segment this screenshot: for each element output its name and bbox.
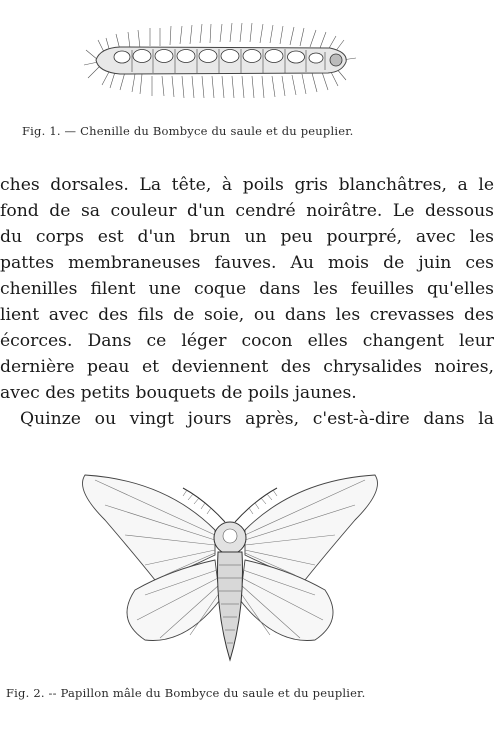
body-text xyxy=(0,172,494,432)
text-line: avec des petits bouquets de poils jaunes. xyxy=(0,383,357,403)
figure-2-caption: Fig. 2. -- Papillon mâle du Bombyce du saule et du peuplier. xyxy=(6,686,366,700)
moth-illustration xyxy=(75,460,385,670)
text-line: du corps est d'un brun un peu pourpré, avec les xyxy=(0,227,494,247)
figure-1-caption: Fig. 1. — Chenille du Bombyce du saule et du peuplier. xyxy=(22,124,354,138)
text-line: pattes membraneuses fauves. Au mois de juin ces xyxy=(0,253,494,273)
text-line: fond de sa couleur d'un cendré noirâtre. Le dessous xyxy=(0,201,494,221)
text-line: ches dorsales. La tête, à poils gris blanchâtres, a le xyxy=(0,175,494,195)
text-line: chenilles filent une coque dans les feuilles qu'elles xyxy=(0,279,494,299)
text-line: lient avec des fils de soie, ou dans les crevasses des xyxy=(0,305,494,325)
caterpillar-illustration xyxy=(80,10,370,110)
paragraph-start-line: Quinze ou vingt jours après, c'est-à-dire dans la xyxy=(20,409,494,429)
text-line: écorces. Dans ce léger cocon elles changent leur xyxy=(0,331,494,351)
text-line: dernière peau et deviennent des chrysalides noires, xyxy=(0,357,494,377)
